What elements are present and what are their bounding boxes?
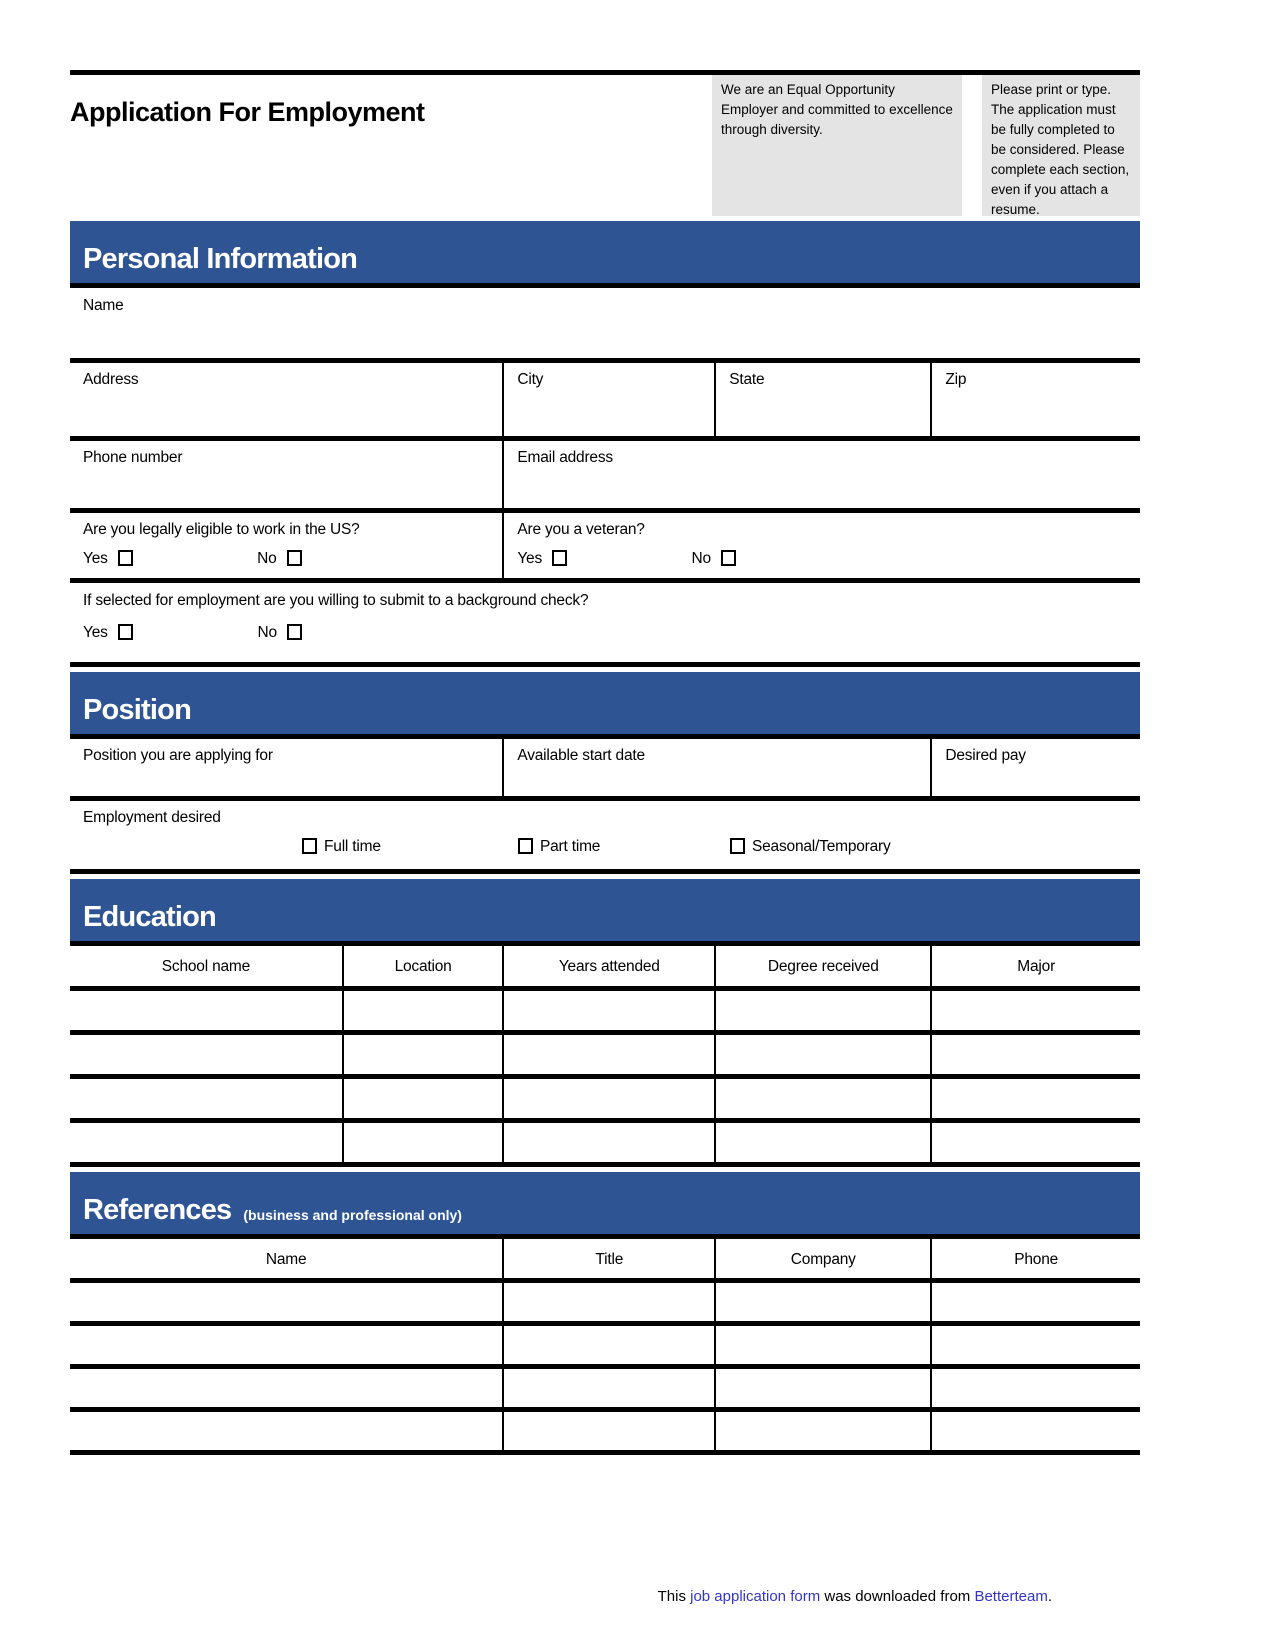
references-subheading: (business and professional only)	[243, 1206, 462, 1223]
full-time-option	[302, 838, 381, 856]
section-header-personal-information	[70, 221, 1140, 288]
veteran-question-label: Are you a veteran?	[517, 521, 645, 538]
education-cell-input[interactable]	[931, 1120, 1140, 1164]
reference-cell-input[interactable]	[70, 1367, 503, 1410]
background-check-row	[70, 583, 1140, 667]
reference-cell-input[interactable]	[503, 1410, 715, 1453]
city-input-area[interactable]	[503, 363, 715, 438]
position-table	[70, 739, 1140, 802]
background-no-checkbox[interactable]	[287, 624, 302, 640]
page-title: Application For Employment	[70, 97, 425, 127]
reference-cell-input[interactable]	[503, 1281, 715, 1324]
school-name-column-header: School name	[161, 958, 251, 975]
table-row	[70, 363, 1140, 438]
address-label: Address	[83, 371, 139, 388]
education-cell-input[interactable]	[503, 1032, 715, 1076]
state-label: State	[729, 371, 765, 388]
employment-desired-row	[70, 801, 1140, 874]
contact-table	[70, 441, 1140, 514]
email-label: Email address	[517, 448, 613, 466]
ref-title-column-header: Title	[503, 1239, 715, 1281]
education-cell-input[interactable]	[343, 988, 504, 1032]
education-cell-input[interactable]	[343, 1076, 504, 1120]
table-row	[70, 739, 1140, 799]
part-time-label: Part time	[540, 838, 601, 855]
employment-options	[70, 838, 1140, 864]
start-date-input-area[interactable]	[503, 739, 931, 799]
footer-text-suffix: .	[1047, 1588, 1052, 1605]
personal-information-heading: Personal Information	[83, 243, 358, 275]
education-cell-input[interactable]	[343, 1120, 504, 1164]
betterteam-link[interactable]: Betterteam	[974, 1588, 1048, 1605]
location-column-header: Location	[343, 946, 504, 988]
position-applying-input-area[interactable]	[70, 739, 503, 799]
form-header	[70, 75, 1140, 216]
ref-phone-column-header: Phone	[931, 1239, 1140, 1281]
education-cell-input[interactable]	[503, 1120, 715, 1164]
references-header-row	[70, 1239, 1140, 1281]
references-heading: References	[83, 1193, 232, 1226]
position-applying-label: Position you are applying for	[83, 746, 273, 764]
phone-input-area[interactable]	[70, 441, 503, 511]
reference-cell-input[interactable]	[715, 1410, 931, 1453]
eligible-yes-no-row	[83, 550, 498, 568]
education-cell-input[interactable]	[931, 988, 1140, 1032]
education-cell-input[interactable]	[931, 1032, 1140, 1076]
education-empty-row	[70, 1076, 1140, 1120]
yes-label: Yes	[83, 623, 108, 641]
reference-cell-input[interactable]	[70, 1281, 503, 1324]
email-input-area[interactable]	[503, 441, 1140, 511]
background-check-question-label: If selected for employment are you willing to submit to a background check?	[83, 591, 589, 609]
print-instructions-notice: Please print or type. The application must be fully completed to be considered. Please complete each section, even if you attach a resume.	[982, 75, 1140, 216]
education-cell-input[interactable]	[715, 1032, 931, 1076]
reference-cell-input[interactable]	[931, 1410, 1140, 1453]
degree-received-column-header: Degree received	[715, 946, 931, 988]
background-yes-checkbox[interactable]	[118, 624, 133, 640]
position-heading: Position	[83, 693, 191, 726]
start-date-label: Available start date	[517, 746, 645, 764]
reference-cell-input[interactable]	[503, 1324, 715, 1367]
eligibility-table	[70, 513, 1140, 583]
veteran-no-checkbox[interactable]	[721, 550, 736, 566]
footer-text-middle: was downloaded from	[820, 1588, 975, 1605]
background-yes-no-row	[83, 624, 1140, 642]
table-row	[70, 513, 1140, 580]
employment-desired-label: Employment desired	[83, 809, 221, 826]
reference-cell-input[interactable]	[931, 1367, 1140, 1410]
reference-cell-input[interactable]	[931, 1281, 1140, 1324]
eligible-question-label: Are you legally eligible to work in the US?	[83, 521, 360, 538]
address-input-area[interactable]	[70, 363, 503, 438]
zip-label: Zip	[945, 371, 967, 388]
references-empty-row	[70, 1410, 1140, 1453]
major-column-header: Major	[931, 946, 1140, 988]
references-empty-row	[70, 1281, 1140, 1324]
yes-label: Yes	[517, 550, 543, 567]
references-empty-row	[70, 1367, 1140, 1410]
address-table	[70, 363, 1140, 441]
section-header-position	[70, 672, 1140, 739]
veteran-question-cell	[503, 513, 1140, 580]
no-label: No	[257, 550, 277, 567]
education-cell-input[interactable]	[715, 1120, 931, 1164]
table-row	[70, 441, 1140, 511]
zip-input-area[interactable]	[931, 363, 1140, 438]
education-cell-input[interactable]	[715, 1076, 931, 1120]
seasonal-label: Seasonal/Temporary	[752, 838, 891, 855]
education-cell-input[interactable]	[503, 988, 715, 1032]
reference-cell-input[interactable]	[715, 1324, 931, 1367]
ref-name-column-header: Name	[265, 1250, 307, 1268]
education-cell-input[interactable]	[70, 1076, 343, 1120]
reference-cell-input[interactable]	[715, 1367, 931, 1410]
references-table	[70, 1239, 1140, 1456]
education-cell-input[interactable]	[70, 1032, 343, 1076]
part-time-option	[518, 838, 600, 856]
eligible-no-checkbox[interactable]	[287, 550, 302, 566]
ref-company-column-header: Company	[715, 1239, 931, 1281]
name-label: Name	[83, 297, 124, 314]
seasonal-option	[730, 838, 891, 856]
education-empty-row	[70, 1032, 1140, 1076]
reference-cell-input[interactable]	[931, 1324, 1140, 1367]
education-cell-input[interactable]	[931, 1076, 1140, 1120]
references-empty-row	[70, 1324, 1140, 1367]
education-cell-input[interactable]	[715, 988, 931, 1032]
footer-text-prefix: This	[657, 1588, 691, 1605]
education-empty-row	[70, 1120, 1140, 1164]
section-header-references	[70, 1172, 1140, 1239]
eligible-question-cell	[70, 513, 503, 580]
section-header-education	[70, 879, 1140, 946]
reference-cell-input[interactable]	[715, 1281, 931, 1324]
years-attended-column-header: Years attended	[503, 946, 715, 988]
education-table	[70, 946, 1140, 1167]
no-label: No	[257, 623, 277, 641]
education-cell-input[interactable]	[343, 1032, 504, 1076]
city-label: City	[517, 371, 544, 388]
education-empty-row	[70, 988, 1140, 1032]
education-cell-input[interactable]	[70, 1120, 343, 1164]
full-time-label: Full time	[324, 838, 381, 855]
no-label: No	[691, 550, 711, 567]
veteran-yes-checkbox[interactable]	[552, 550, 567, 566]
education-cell-input[interactable]	[70, 988, 343, 1032]
phone-label: Phone number	[83, 448, 183, 466]
reference-cell-input[interactable]	[503, 1367, 715, 1410]
part-time-checkbox[interactable]	[518, 838, 533, 854]
footer-attribution	[70, 1588, 1140, 1605]
full-time-checkbox[interactable]	[302, 838, 317, 854]
state-input-area[interactable]	[715, 363, 931, 438]
desired-pay-input-area[interactable]	[931, 739, 1140, 799]
eligible-yes-checkbox[interactable]	[118, 550, 133, 566]
desired-pay-label: Desired pay	[945, 746, 1026, 764]
education-heading: Education	[83, 901, 216, 933]
education-header-row	[70, 946, 1140, 988]
equal-opportunity-notice: We are an Equal Opportunity Employer and committed to excellence through diversity.	[712, 75, 962, 216]
yes-label: Yes	[83, 550, 108, 567]
reference-cell-input[interactable]	[70, 1410, 503, 1453]
seasonal-checkbox[interactable]	[730, 838, 745, 854]
reference-cell-input[interactable]	[70, 1324, 503, 1367]
name-field-row[interactable]	[70, 288, 1140, 363]
job-application-form-link[interactable]: job application form	[690, 1588, 821, 1605]
education-cell-input[interactable]	[503, 1076, 715, 1120]
veteran-yes-no-row	[517, 550, 1136, 568]
